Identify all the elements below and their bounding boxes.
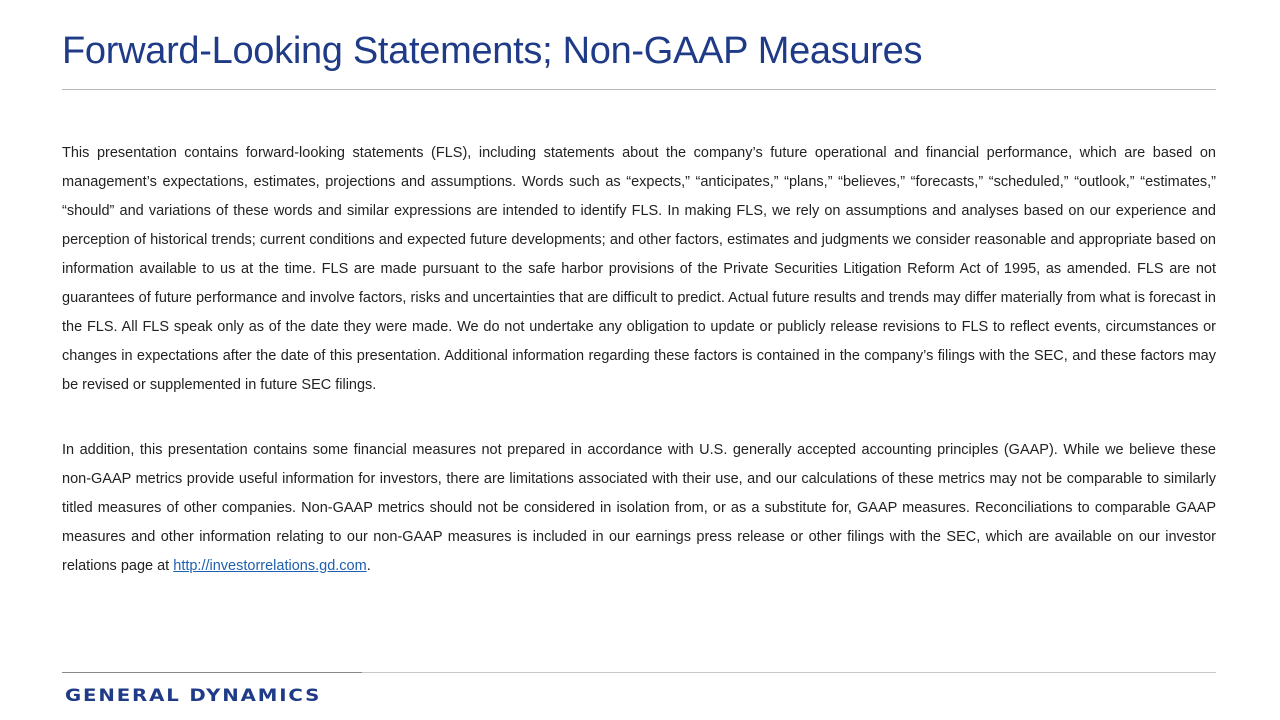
- general-dynamics-logo: GENERAL DYNAMICS: [65, 686, 322, 706]
- investor-relations-link[interactable]: http://investorrelations.gd.com: [173, 558, 367, 574]
- slide-body: [62, 139, 1216, 581]
- non-gaap-text: In addition, this presentation contains some financial measures not prepared in accordance with U.S. generally accepted accounting principles (GAAP). While we believe these non-GAAP metrics provide useful information for investors, there are limitations associated with their use, and our calculations of these metrics may not be comparable to similarly titled measures of other companies. Non-GAAP metrics should not be considered in isolation from, or as a substitute for, GAAP measures. Reconciliations to comparable GAAP measures and other information relating to our non-GAAP measures is included in our earnings press release or other filings with the SEC, which are available on our investor relations page at: [62, 442, 1216, 574]
- fls-paragraph: This presentation contains forward-looking statements (FLS), including statements about the company’s future operational and financial performance, which are based on management’s expectations, estimates, projections and assumptions. Words such as “expects,” “anticipates,” “plans,” “believes,” “forecasts,” “scheduled,” “outlook,” “estimates,” “should” and variations of these words and similar expressions are intended to identify FLS. In making FLS, we rely on assumptions and analyses based on our experience and perception of historical trends; current conditions and expected future developments; and other factors, estimates and judgments we consider reasonable and appropriate based on information available to us at the time. FLS are made pursuant to the safe harbor provisions of the Private Securities Litigation Reform Act of 1995, as amended. FLS are not guarantees of future performance and involve factors, risks and uncertainties that are difficult to predict. Actual future results and trends may differ materially from what is forecast in the FLS. All FLS speak only as of the date they were made. We do not undertake any obligation to update or publicly release revisions to FLS to reflect events, circumstances or changes in expectations after the date of this presentation. Additional information regarding these factors is contained in the company’s filings with the SEC, and these factors may be revised or supplemented in future SEC filings.: [62, 145, 1216, 393]
- non-gaap-paragraph: [62, 436, 1216, 581]
- footer-divider-accent: [62, 672, 362, 673]
- title-divider: [62, 89, 1216, 90]
- paragraph-period: .: [366, 558, 371, 574]
- slide-title: Forward-Looking Statements; Non-GAAP Measures: [62, 30, 923, 72]
